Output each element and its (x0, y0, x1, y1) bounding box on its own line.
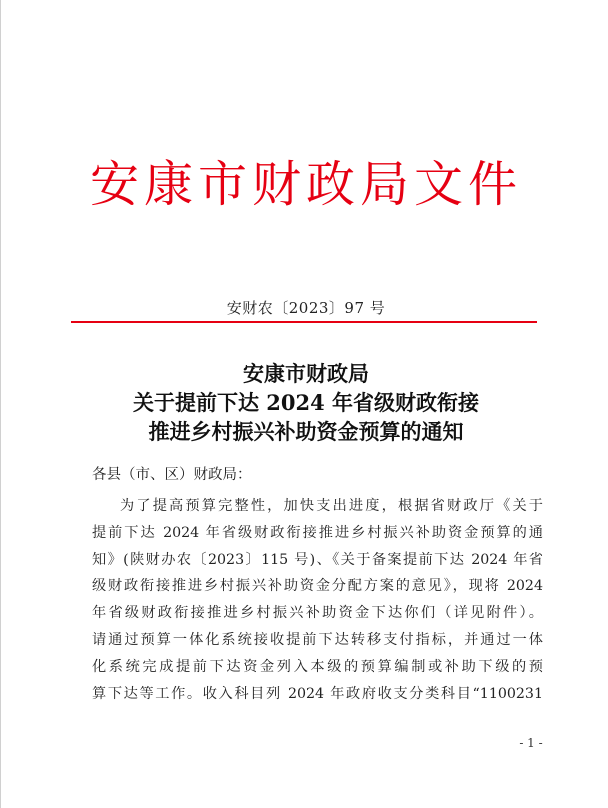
document-number: 安财农〔2023〕97 号 (226, 299, 386, 317)
notice-title-line: 推进乡村振兴补助资金预算的通知 (148, 419, 464, 444)
body-line: 知》(陕财办农〔2023〕115 号)、《关于备案提前下达 2024 年省 (92, 551, 543, 568)
notice-title-line: 安康市财政局 (243, 361, 369, 386)
notice-title (71, 359, 541, 446)
body-line: 级财政衔接推进乡村振兴补助资金分配方案的意见》，现将 2024 (92, 578, 543, 595)
body-line: 请通过预算一体化系统接收提前下达转移支付指标，并通过一体 (92, 631, 543, 648)
salutation: 各县（市、区）财政局： (92, 467, 252, 483)
document-header-title: 安康市财政局文件 (89, 156, 522, 213)
notice-title-line: 关于提前下达 2024 年省级财政衔接 (132, 390, 480, 415)
red-divider-line (71, 321, 537, 323)
body-line: 化系统完成提前下达资金列入本级的预算编制或补助下级的预 (92, 658, 543, 675)
body-line: 为了提高预算完整性，加快支出进度，根据省财政厅《关于 (120, 498, 543, 514)
notice-body (92, 493, 543, 707)
body-line: 年省级财政衔接推进乡村振兴补助资金下达你们（详见附件）。 (92, 605, 543, 622)
page-number: - 1 - (519, 736, 543, 750)
body-line: 提前下达 2024 年省级财政衔接推进乡村振兴补助资金预算的通 (92, 524, 543, 541)
body-line: 算下达等工作。收入科目列 2024 年政府收支分类科目“1100231 (92, 685, 543, 702)
